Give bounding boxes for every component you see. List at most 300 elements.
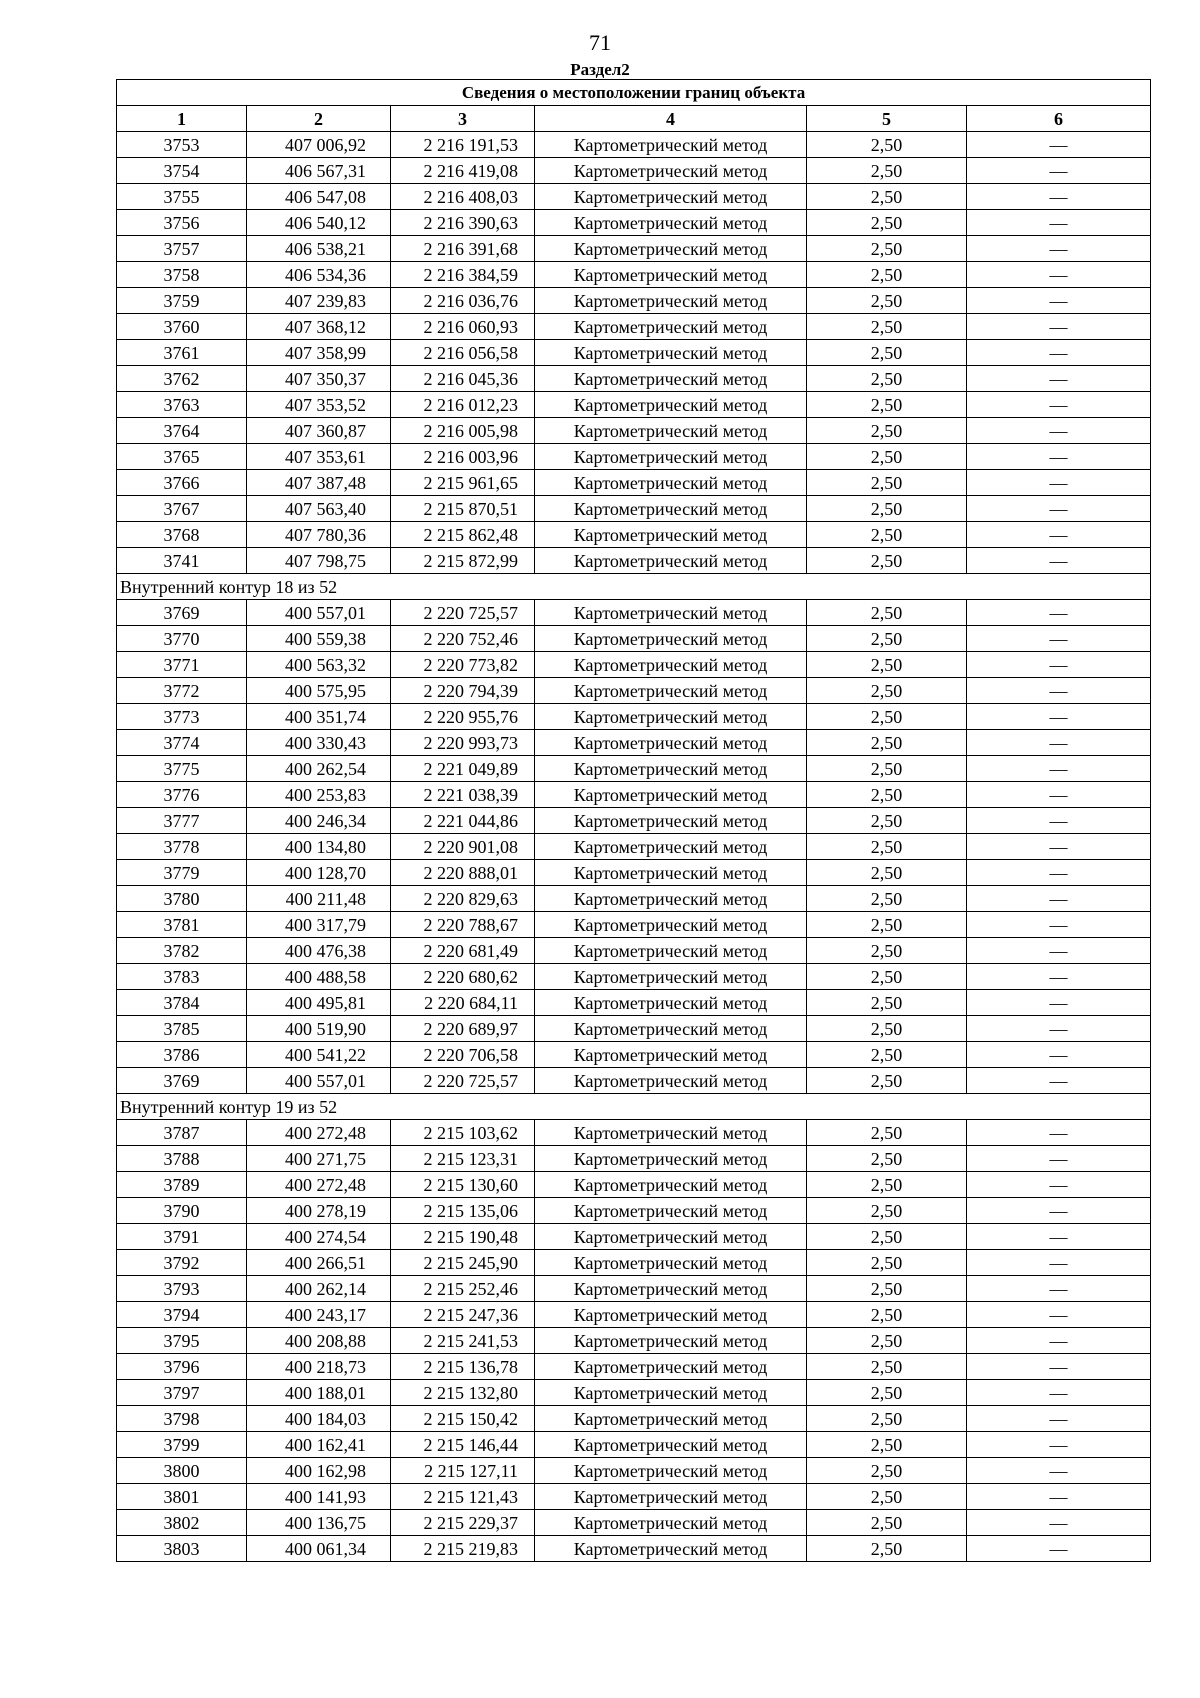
description-cell: — [967,704,1151,730]
method-cell: Картометрический метод [535,262,807,288]
y-coordinate-cell: 2 220 725,57 [391,1068,535,1094]
method-cell: Картометрический метод [535,1198,807,1224]
y-coordinate-cell: 2 215 121,43 [391,1484,535,1510]
accuracy-cell: 2,50 [807,262,967,288]
accuracy-cell: 2,50 [807,1016,967,1042]
x-coordinate-cell: 407 353,52 [247,392,391,418]
description-cell: — [967,1016,1151,1042]
method-cell: Картометрический метод [535,1276,807,1302]
method-cell: Картометрический метод [535,392,807,418]
point-number-cell: 3799 [117,1432,247,1458]
point-number-cell: 3803 [117,1536,247,1562]
method-cell: Картометрический метод [535,678,807,704]
point-number-cell: 3785 [117,1016,247,1042]
point-number-cell: 3795 [117,1328,247,1354]
accuracy-cell: 2,50 [807,1042,967,1068]
table-row [117,288,1151,314]
x-coordinate-cell: 406 534,36 [247,262,391,288]
point-number-cell: 3770 [117,626,247,652]
description-cell: — [967,886,1151,912]
table-row [117,392,1151,418]
accuracy-cell: 2,50 [807,1172,967,1198]
point-number-cell: 3786 [117,1042,247,1068]
table-row [117,236,1151,262]
y-coordinate-cell: 2 215 123,31 [391,1146,535,1172]
column-header: 5 [807,106,967,132]
accuracy-cell: 2,50 [807,808,967,834]
point-number-cell: 3783 [117,964,247,990]
point-number-cell: 3758 [117,262,247,288]
table-row [117,1146,1151,1172]
method-cell: Картометрический метод [535,1458,807,1484]
point-number-cell: 3765 [117,444,247,470]
point-number-cell: 3788 [117,1146,247,1172]
method-cell: Картометрический метод [535,314,807,340]
y-coordinate-cell: 2 215 136,78 [391,1354,535,1380]
table-row [117,1536,1151,1562]
table-row [117,886,1151,912]
x-coordinate-cell: 400 488,58 [247,964,391,990]
table-row [117,210,1151,236]
x-coordinate-cell: 400 211,48 [247,886,391,912]
accuracy-cell: 2,50 [807,1068,967,1094]
x-coordinate-cell: 407 358,99 [247,340,391,366]
method-cell: Картометрический метод [535,1510,807,1536]
method-cell: Картометрический метод [535,782,807,808]
accuracy-cell: 2,50 [807,912,967,938]
description-cell: — [967,1120,1151,1146]
table-row [117,496,1151,522]
y-coordinate-cell: 2 220 788,67 [391,912,535,938]
accuracy-cell: 2,50 [807,1380,967,1406]
x-coordinate-cell: 400 575,95 [247,678,391,704]
x-coordinate-cell: 400 266,51 [247,1250,391,1276]
description-cell: — [967,730,1151,756]
table-row [117,782,1151,808]
y-coordinate-cell: 2 216 391,68 [391,236,535,262]
x-coordinate-cell: 400 128,70 [247,860,391,886]
x-coordinate-cell: 400 262,14 [247,1276,391,1302]
point-number-cell: 3741 [117,548,247,574]
table-row [117,340,1151,366]
y-coordinate-cell: 2 215 862,48 [391,522,535,548]
contour-label: Внутренний контур 18 из 52 [117,574,1151,600]
method-cell: Картометрический метод [535,626,807,652]
description-cell: — [967,184,1151,210]
point-number-cell: 3781 [117,912,247,938]
description-cell: — [967,652,1151,678]
point-number-cell: 3763 [117,392,247,418]
method-cell: Картометрический метод [535,990,807,1016]
y-coordinate-cell: 2 215 870,51 [391,496,535,522]
y-coordinate-cell: 2 220 901,08 [391,834,535,860]
point-number-cell: 3780 [117,886,247,912]
table-row [117,158,1151,184]
y-coordinate-cell: 2 220 773,82 [391,652,535,678]
accuracy-cell: 2,50 [807,730,967,756]
x-coordinate-cell: 400 351,74 [247,704,391,730]
description-cell: — [967,808,1151,834]
description-cell: — [967,236,1151,262]
accuracy-cell: 2,50 [807,366,967,392]
method-cell: Картометрический метод [535,236,807,262]
description-cell: — [967,444,1151,470]
x-coordinate-cell: 407 350,37 [247,366,391,392]
description-cell: — [967,470,1151,496]
method-cell: Картометрический метод [535,210,807,236]
method-cell: Картометрический метод [535,652,807,678]
x-coordinate-cell: 400 557,01 [247,600,391,626]
description-cell: — [967,1458,1151,1484]
point-number-cell: 3800 [117,1458,247,1484]
method-cell: Картометрический метод [535,600,807,626]
table-row [117,600,1151,626]
point-number-cell: 3771 [117,652,247,678]
y-coordinate-cell: 2 220 681,49 [391,938,535,964]
description-cell: — [967,1432,1151,1458]
accuracy-cell: 2,50 [807,392,967,418]
accuracy-cell: 2,50 [807,1458,967,1484]
table-row [117,1354,1151,1380]
point-number-cell: 3802 [117,1510,247,1536]
description-cell: — [967,1042,1151,1068]
y-coordinate-cell: 2 220 689,97 [391,1016,535,1042]
x-coordinate-cell: 407 368,12 [247,314,391,340]
method-cell: Картометрический метод [535,1302,807,1328]
point-number-cell: 3768 [117,522,247,548]
table-row [117,652,1151,678]
method-cell: Картометрический метод [535,366,807,392]
description-cell: — [967,1172,1151,1198]
description-cell: — [967,626,1151,652]
description-cell: — [967,340,1151,366]
y-coordinate-cell: 2 215 229,37 [391,1510,535,1536]
x-coordinate-cell: 400 271,75 [247,1146,391,1172]
accuracy-cell: 2,50 [807,1250,967,1276]
point-number-cell: 3761 [117,340,247,366]
x-coordinate-cell: 400 162,41 [247,1432,391,1458]
table-row [117,964,1151,990]
accuracy-cell: 2,50 [807,886,967,912]
y-coordinate-cell: 2 215 247,36 [391,1302,535,1328]
accuracy-cell: 2,50 [807,1276,967,1302]
method-cell: Картометрический метод [535,548,807,574]
x-coordinate-cell: 400 557,01 [247,1068,391,1094]
description-cell: — [967,158,1151,184]
accuracy-cell: 2,50 [807,704,967,730]
table-row [117,678,1151,704]
point-number-cell: 3769 [117,1068,247,1094]
table-row [117,1042,1151,1068]
x-coordinate-cell: 400 317,79 [247,912,391,938]
description-cell: — [967,1276,1151,1302]
table-row [117,1406,1151,1432]
table-row [117,990,1151,1016]
accuracy-cell: 2,50 [807,1198,967,1224]
accuracy-cell: 2,50 [807,1484,967,1510]
description-cell: — [967,860,1151,886]
x-coordinate-cell: 400 136,75 [247,1510,391,1536]
x-coordinate-cell: 400 262,54 [247,756,391,782]
x-coordinate-cell: 400 184,03 [247,1406,391,1432]
description-cell: — [967,366,1151,392]
column-header: 4 [535,106,807,132]
table-row [117,1484,1151,1510]
table-row [117,1016,1151,1042]
column-header-row [117,106,1151,132]
method-cell: Картометрический метод [535,704,807,730]
accuracy-cell: 2,50 [807,418,967,444]
description-cell: — [967,1068,1151,1094]
point-number-cell: 3801 [117,1484,247,1510]
accuracy-cell: 2,50 [807,782,967,808]
x-coordinate-cell: 407 798,75 [247,548,391,574]
y-coordinate-cell: 2 215 190,48 [391,1224,535,1250]
accuracy-cell: 2,50 [807,288,967,314]
x-coordinate-cell: 400 519,90 [247,1016,391,1042]
method-cell: Картометрический метод [535,184,807,210]
table-row [117,262,1151,288]
y-coordinate-cell: 2 215 872,99 [391,548,535,574]
method-cell: Картометрический метод [535,1146,807,1172]
y-coordinate-cell: 2 216 056,58 [391,340,535,366]
accuracy-cell: 2,50 [807,314,967,340]
x-coordinate-cell: 407 780,36 [247,522,391,548]
accuracy-cell: 2,50 [807,470,967,496]
description-cell: — [967,938,1151,964]
description-cell: — [967,1536,1151,1562]
y-coordinate-cell: 2 221 044,86 [391,808,535,834]
method-cell: Картометрический метод [535,1068,807,1094]
table-row [117,132,1151,158]
point-number-cell: 3773 [117,704,247,730]
x-coordinate-cell: 400 563,32 [247,652,391,678]
accuracy-cell: 2,50 [807,340,967,366]
accuracy-cell: 2,50 [807,522,967,548]
accuracy-cell: 2,50 [807,678,967,704]
accuracy-cell: 2,50 [807,1510,967,1536]
description-cell: — [967,418,1151,444]
accuracy-cell: 2,50 [807,600,967,626]
method-cell: Картометрический метод [535,1536,807,1562]
description-cell: — [967,522,1151,548]
point-number-cell: 3791 [117,1224,247,1250]
y-coordinate-cell: 2 216 408,03 [391,184,535,210]
x-coordinate-cell: 400 330,43 [247,730,391,756]
point-number-cell: 3776 [117,782,247,808]
method-cell: Картометрический метод [535,1484,807,1510]
description-cell: — [967,1354,1151,1380]
contour-row [117,574,1151,600]
table-caption: Сведения о местоположении границ объекта [117,80,1151,106]
description-cell: — [967,210,1151,236]
y-coordinate-cell: 2 216 005,98 [391,418,535,444]
y-coordinate-cell: 2 216 012,23 [391,392,535,418]
y-coordinate-cell: 2 220 794,39 [391,678,535,704]
y-coordinate-cell: 2 215 150,42 [391,1406,535,1432]
point-number-cell: 3779 [117,860,247,886]
accuracy-cell: 2,50 [807,1328,967,1354]
y-coordinate-cell: 2 220 888,01 [391,860,535,886]
table-row [117,418,1151,444]
y-coordinate-cell: 2 216 191,53 [391,132,535,158]
y-coordinate-cell: 2 215 241,53 [391,1328,535,1354]
y-coordinate-cell: 2 215 130,60 [391,1172,535,1198]
table-row [117,626,1151,652]
description-cell: — [967,262,1151,288]
y-coordinate-cell: 2 215 127,11 [391,1458,535,1484]
point-number-cell: 3775 [117,756,247,782]
description-cell: — [967,1224,1151,1250]
x-coordinate-cell: 400 272,48 [247,1120,391,1146]
table-row [117,704,1151,730]
table-row [117,1198,1151,1224]
description-cell: — [967,912,1151,938]
x-coordinate-cell: 407 353,61 [247,444,391,470]
method-cell: Картометрический метод [535,964,807,990]
y-coordinate-cell: 2 215 245,90 [391,1250,535,1276]
description-cell: — [967,756,1151,782]
description-cell: — [967,1250,1151,1276]
y-coordinate-cell: 2 220 993,73 [391,730,535,756]
column-header: 1 [117,106,247,132]
method-cell: Картометрический метод [535,470,807,496]
table-row [117,808,1151,834]
point-number-cell: 3766 [117,470,247,496]
table-row [117,314,1151,340]
y-coordinate-cell: 2 215 961,65 [391,470,535,496]
table-row [117,1432,1151,1458]
method-cell: Картометрический метод [535,1432,807,1458]
method-cell: Картометрический метод [535,1224,807,1250]
point-number-cell: 3762 [117,366,247,392]
table-row [117,548,1151,574]
point-number-cell: 3769 [117,600,247,626]
table-row [117,912,1151,938]
x-coordinate-cell: 407 360,87 [247,418,391,444]
table-row [117,1380,1151,1406]
table-row [117,1172,1151,1198]
point-number-cell: 3796 [117,1354,247,1380]
point-number-cell: 3777 [117,808,247,834]
point-number-cell: 3756 [117,210,247,236]
table-row [117,1510,1151,1536]
point-number-cell: 3778 [117,834,247,860]
method-cell: Картометрический метод [535,1120,807,1146]
table-row [117,1302,1151,1328]
x-coordinate-cell: 407 387,48 [247,470,391,496]
point-number-cell: 3794 [117,1302,247,1328]
method-cell: Картометрический метод [535,938,807,964]
accuracy-cell: 2,50 [807,1432,967,1458]
table-row [117,1120,1151,1146]
column-header: 2 [247,106,391,132]
accuracy-cell: 2,50 [807,860,967,886]
x-coordinate-cell: 400 495,81 [247,990,391,1016]
y-coordinate-cell: 2 215 103,62 [391,1120,535,1146]
y-coordinate-cell: 2 216 060,93 [391,314,535,340]
point-number-cell: 3753 [117,132,247,158]
y-coordinate-cell: 2 221 038,39 [391,782,535,808]
y-coordinate-cell: 2 216 003,96 [391,444,535,470]
description-cell: — [967,1302,1151,1328]
y-coordinate-cell: 2 216 390,63 [391,210,535,236]
x-coordinate-cell: 407 006,92 [247,132,391,158]
table-row [117,834,1151,860]
method-cell: Картометрический метод [535,288,807,314]
contour-row [117,1094,1151,1120]
x-coordinate-cell: 400 246,34 [247,808,391,834]
method-cell: Картометрический метод [535,1172,807,1198]
table-row [117,1458,1151,1484]
description-cell: — [967,496,1151,522]
method-cell: Картометрический метод [535,756,807,782]
method-cell: Картометрический метод [535,860,807,886]
description-cell: — [967,1380,1151,1406]
x-coordinate-cell: 406 567,31 [247,158,391,184]
y-coordinate-cell: 2 215 135,06 [391,1198,535,1224]
accuracy-cell: 2,50 [807,1224,967,1250]
method-cell: Картометрический метод [535,730,807,756]
method-cell: Картометрический метод [535,522,807,548]
accuracy-cell: 2,50 [807,1406,967,1432]
description-cell: — [967,314,1151,340]
accuracy-cell: 2,50 [807,184,967,210]
method-cell: Картометрический метод [535,1250,807,1276]
x-coordinate-cell: 400 162,98 [247,1458,391,1484]
x-coordinate-cell: 400 278,19 [247,1198,391,1224]
description-cell: — [967,990,1151,1016]
method-cell: Картометрический метод [535,340,807,366]
accuracy-cell: 2,50 [807,938,967,964]
point-number-cell: 3798 [117,1406,247,1432]
x-coordinate-cell: 400 274,54 [247,1224,391,1250]
description-cell: — [967,548,1151,574]
method-cell: Картометрический метод [535,496,807,522]
y-coordinate-cell: 2 215 146,44 [391,1432,535,1458]
y-coordinate-cell: 2 216 036,76 [391,288,535,314]
accuracy-cell: 2,50 [807,626,967,652]
table-row [117,1068,1151,1094]
accuracy-cell: 2,50 [807,496,967,522]
accuracy-cell: 2,50 [807,444,967,470]
x-coordinate-cell: 400 559,38 [247,626,391,652]
point-number-cell: 3764 [117,418,247,444]
point-number-cell: 3760 [117,314,247,340]
y-coordinate-cell: 2 216 045,36 [391,366,535,392]
y-coordinate-cell: 2 220 706,58 [391,1042,535,1068]
point-number-cell: 3790 [117,1198,247,1224]
section-title: Раздел2 [570,60,630,79]
accuracy-cell: 2,50 [807,236,967,262]
x-coordinate-cell: 400 272,48 [247,1172,391,1198]
method-cell: Картометрический метод [535,1016,807,1042]
description-cell: — [967,392,1151,418]
accuracy-cell: 2,50 [807,964,967,990]
method-cell: Картометрический метод [535,444,807,470]
accuracy-cell: 2,50 [807,1536,967,1562]
x-coordinate-cell: 400 134,80 [247,834,391,860]
point-number-cell: 3782 [117,938,247,964]
point-number-cell: 3759 [117,288,247,314]
description-cell: — [967,1484,1151,1510]
accuracy-cell: 2,50 [807,1120,967,1146]
x-coordinate-cell: 407 239,83 [247,288,391,314]
x-coordinate-cell: 400 476,38 [247,938,391,964]
y-coordinate-cell: 2 215 132,80 [391,1380,535,1406]
point-number-cell: 3754 [117,158,247,184]
accuracy-cell: 2,50 [807,834,967,860]
